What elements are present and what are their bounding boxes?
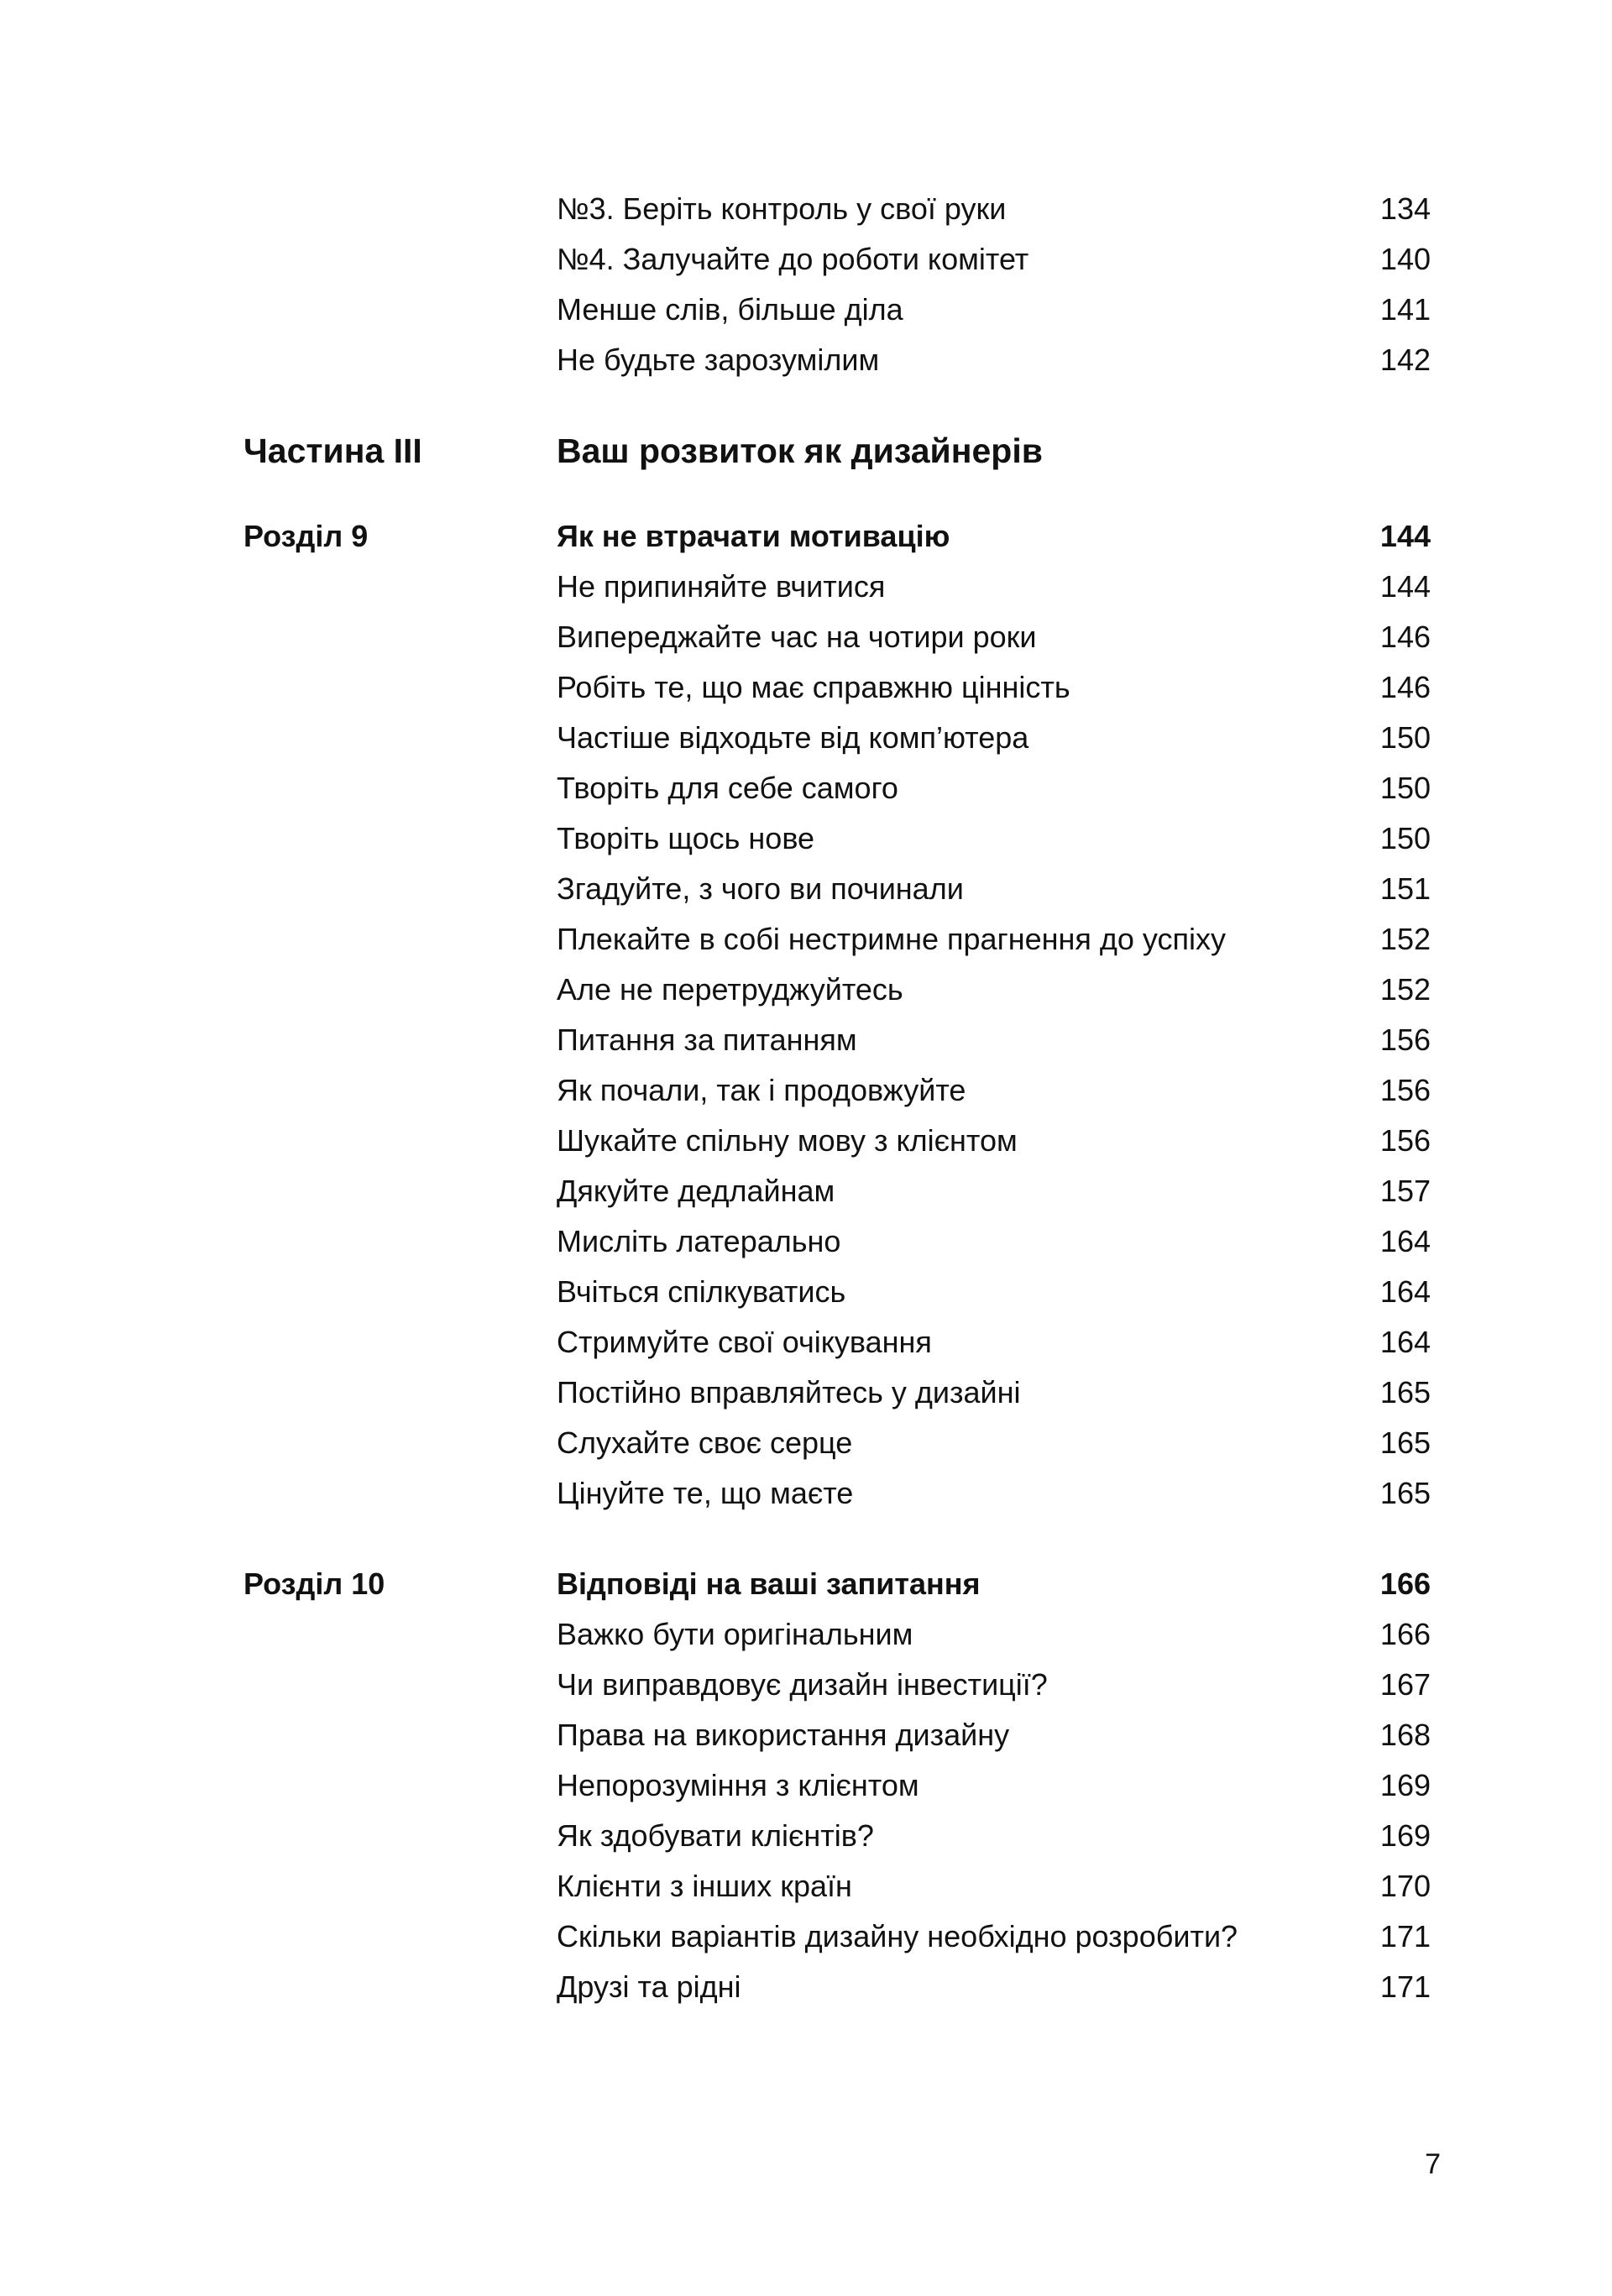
toc-entry-page: 151: [1379, 871, 1431, 906]
toc-entry-title: Цінуйте те, що маєте: [557, 1476, 854, 1510]
toc-entry-title: Випереджайте час на чотири роки: [557, 620, 1037, 654]
toc-entry-page: 156: [1379, 1123, 1431, 1158]
toc-entry: [0, 1418, 1612, 1468]
toc-entry-title: Чи виправдовує дизайн інвестиції?: [557, 1667, 1048, 1702]
toc-entry-title: Постійно вправляйтесь у дизайні: [557, 1375, 1021, 1410]
toc-entry: [0, 864, 1612, 914]
toc-entry-page: 152: [1379, 972, 1431, 1007]
toc-entry-title: Мисліть латерально: [557, 1224, 841, 1258]
part-label: Частина III: [243, 431, 422, 470]
toc-entry: [0, 1760, 1612, 1811]
toc-entry-page: 171: [1379, 1969, 1431, 2004]
toc-entry: [0, 662, 1612, 713]
toc-entry: [0, 285, 1612, 335]
toc-entry: [0, 1912, 1612, 1962]
toc-entry: [0, 1216, 1612, 1267]
toc-entry: [0, 1267, 1612, 1317]
toc-entry: [0, 1116, 1612, 1166]
toc-entry-title: Частіше відходьте від комп’ютера: [557, 720, 1029, 755]
toc-entry-page: 169: [1379, 1818, 1431, 1853]
toc-entry-page: 134: [1379, 191, 1431, 226]
toc-entry-title: Творіть для себе самого: [557, 771, 898, 805]
toc-entry: [0, 612, 1612, 662]
toc-entry-title: Робіть те, що має справжню цінність: [557, 670, 1070, 704]
toc-entry-page: 146: [1379, 670, 1431, 704]
toc-entry-page: 150: [1379, 821, 1431, 855]
toc-entry: [0, 184, 1612, 234]
toc-entry: [0, 1710, 1612, 1760]
toc-entry-title: Менше слів, більше діла: [557, 292, 903, 327]
toc-entry-title: Шукайте спільну мову з клієнтом: [557, 1123, 1018, 1158]
toc-entry: [0, 1962, 1612, 2012]
toc-entry-page: 165: [1379, 1425, 1431, 1460]
toc-entry-page: 164: [1379, 1274, 1431, 1309]
toc-entry: [0, 1166, 1612, 1216]
toc-entry: [0, 1368, 1612, 1418]
toc-entry-title: №4. Залучайте до роботи комітет: [557, 242, 1029, 276]
toc-entry-title: Плекайте в собі нестримне прагнення до успіху: [557, 922, 1226, 956]
toc-entry-title: Скільки варіантів дизайну необхідно розробити?: [557, 1919, 1238, 1953]
toc-entry: [0, 1317, 1612, 1368]
toc-entry: [0, 1609, 1612, 1660]
toc-entry-title: Але не перетруджуйтесь: [557, 972, 903, 1007]
toc-entry-page: 170: [1379, 1869, 1431, 1903]
chapter-label: Розділ 10: [243, 1566, 385, 1601]
toc-entry-page: 167: [1379, 1667, 1431, 1702]
toc-entry: [0, 763, 1612, 813]
toc-entry: [0, 713, 1612, 763]
chapter-label: Розділ 9: [243, 519, 369, 553]
toc-entry-page: 156: [1379, 1073, 1431, 1107]
chapter-page: 166: [1379, 1566, 1431, 1601]
toc-entry: [0, 1811, 1612, 1861]
toc-entry: [0, 914, 1612, 965]
toc-entry: [0, 1065, 1612, 1116]
toc-entry-page: 140: [1379, 242, 1431, 276]
toc-entry-title: Друзі та рідні: [557, 1969, 741, 2004]
page-number: 7: [1425, 2148, 1441, 2180]
toc-entry-page: 150: [1379, 771, 1431, 805]
toc-entry-page: 166: [1379, 1617, 1431, 1651]
toc-entry-page: 146: [1379, 620, 1431, 654]
toc-entry-title: Як почали, так і продовжуйте: [557, 1073, 966, 1107]
toc-entry-page: 141: [1379, 292, 1431, 327]
toc-entry-title: Слухайте своє серце: [557, 1425, 853, 1460]
toc-entry-page: 156: [1379, 1022, 1431, 1057]
toc-entry: [0, 813, 1612, 864]
toc-entry-title: Згадуйте, з чого ви починали: [557, 871, 964, 906]
part-heading: [0, 426, 1612, 476]
toc-entry-title: Стримуйте свої очікування: [557, 1325, 932, 1359]
toc-entry: [0, 1660, 1612, 1710]
toc-entry-page: 164: [1379, 1325, 1431, 1359]
toc-entry-title: Питання за питанням: [557, 1022, 857, 1057]
toc-entry-title: Права на використання дизайну: [557, 1718, 1010, 1752]
toc-entry: [0, 562, 1612, 612]
toc-entry: [0, 234, 1612, 285]
part-title: Ваш розвиток як дизайнерів: [557, 431, 1043, 470]
toc-entry-title: Як здобувати клієнтів?: [557, 1818, 874, 1853]
toc-entry-title: Важко бути оригінальним: [557, 1617, 913, 1651]
chapter-heading: [0, 511, 1612, 562]
toc-entry-title: Не будьте зарозумілим: [557, 343, 880, 377]
toc-entry-page: 150: [1379, 720, 1431, 755]
chapter-heading: [0, 1559, 1612, 1609]
toc-entry-page: 152: [1379, 922, 1431, 956]
toc-entry-page: 168: [1379, 1718, 1431, 1752]
toc-entry-title: Не припиняйте вчитися: [557, 569, 886, 604]
toc-entry-page: 165: [1379, 1476, 1431, 1510]
toc-entry-page: 144: [1379, 569, 1431, 604]
toc-entry-title: Дякуйте дедлайнам: [557, 1174, 835, 1208]
toc-entry-page: 171: [1379, 1919, 1431, 1953]
toc-entry-title: Творіть щось нове: [557, 821, 815, 855]
toc-entry-page: 142: [1379, 343, 1431, 377]
toc-entry: [0, 965, 1612, 1015]
toc-entry-page: 164: [1379, 1224, 1431, 1258]
chapter-title: Відповіді на ваші запитання: [557, 1566, 981, 1601]
toc-entry-title: Непорозуміння з клієнтом: [557, 1768, 919, 1802]
toc-entry-page: 157: [1379, 1174, 1431, 1208]
toc-entry-title: Вчіться спілкуватись: [557, 1274, 846, 1309]
toc-entry: [0, 335, 1612, 385]
toc-entry: [0, 1861, 1612, 1912]
chapter-title: Як не втрачати мотивацію: [557, 519, 950, 553]
toc-entry-title: №3. Беріть контроль у свої руки: [557, 191, 1007, 226]
toc-entry-title: Клієнти з інших країн: [557, 1869, 852, 1903]
chapter-page: 144: [1379, 519, 1431, 553]
toc-entry: [0, 1468, 1612, 1519]
toc-entry-page: 165: [1379, 1375, 1431, 1410]
toc-entry: [0, 1015, 1612, 1065]
toc-entry-page: 169: [1379, 1768, 1431, 1802]
